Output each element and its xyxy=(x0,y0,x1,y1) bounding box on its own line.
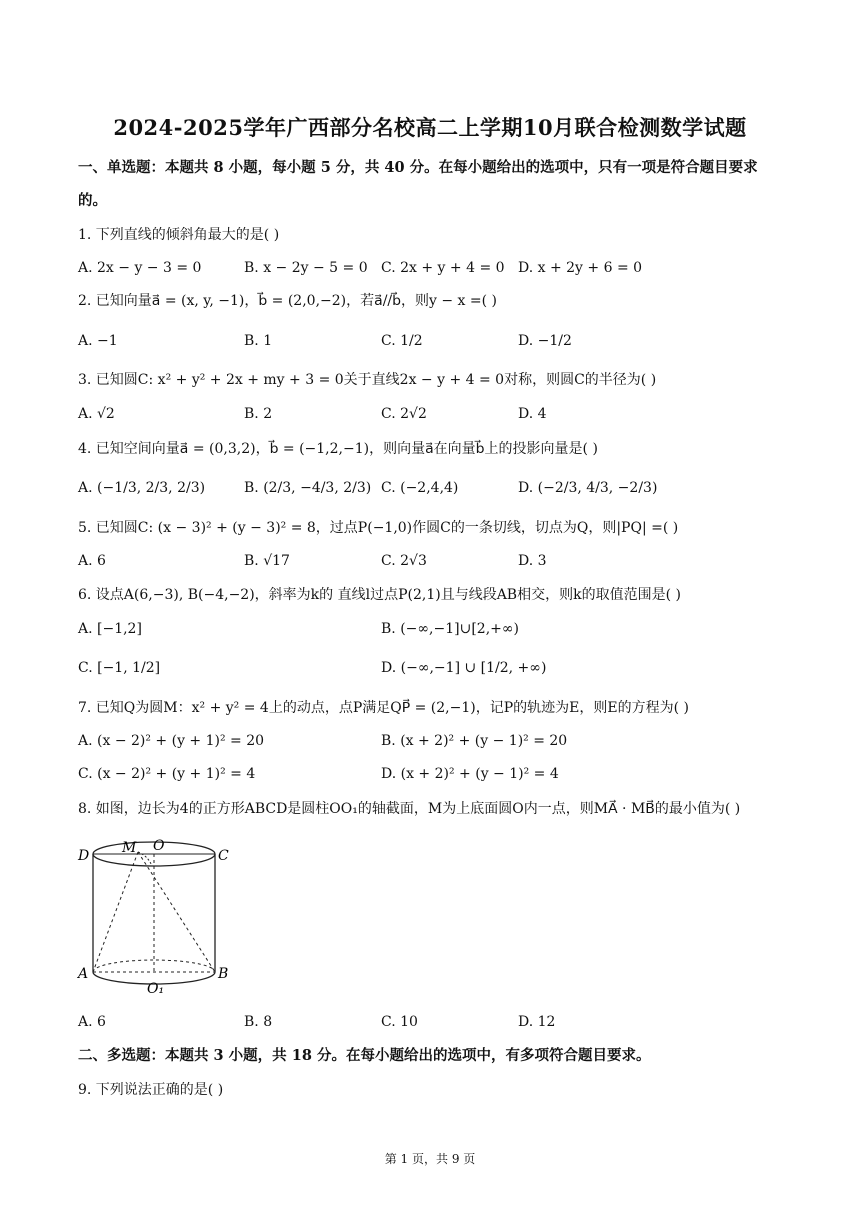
question-7-stem: 7. 已知Q为圆M：x² + y² = 4上的动点，点P满足QP⃗ = (2,−1)，记P的轨迹为E，则E的方程为( ) xyxy=(78,700,689,716)
question-8-option-a: A. 6 xyxy=(78,1014,106,1030)
label-m: M xyxy=(122,840,137,856)
question-4-option-a: A. (−1/3, 2/3, 2/3) xyxy=(78,480,206,496)
question-3-option-b: B. 2 xyxy=(244,406,273,422)
question-9-stem: 9. 下列说法正确的是( ) xyxy=(78,1082,224,1098)
question-7-option-d: D. (x + 2)² + (y − 1)² = 4 xyxy=(381,766,559,782)
question-2-option-a: A. −1 xyxy=(78,333,118,349)
question-5-option-c: C. 2√3 xyxy=(381,553,427,569)
question-8-option-d: D. 12 xyxy=(518,1014,556,1030)
question-3-stem: 3. 已知圆C: x² + y² + 2x + my + 3 = 0关于直线2x − y + 4 = 0对称，则圆C的半径为( ) xyxy=(78,372,657,388)
question-6-stem: 6. 设点A(6,−3), B(−4,−2)，斜率为k的 直线l过点P(2,1)且与线段AB相交，则k的取值范围是( ) xyxy=(78,587,681,603)
label-c: C xyxy=(218,848,229,864)
question-4-stem: 4. 已知空间向量a⃗ = (0,3,2)，b⃗ = (−1,2,−1)，则向量a⃗在向量b⃗上的投影向量是( ) xyxy=(78,441,598,457)
page-footer: 第 1 页，共 9 页 xyxy=(384,1152,476,1166)
section-2-heading: 二、多选题：本题共 3 小题，共 18 分。在每小题给出的选项中，有多项符合题目要求。 xyxy=(78,1047,651,1064)
question-4-option-b: B. (2/3, −4/3, 2/3) xyxy=(244,480,372,496)
page-title: 2024-2025学年广西部分名校高二上学期10月联合检测数学试题 xyxy=(113,115,747,140)
label-o1: O₁ xyxy=(147,981,165,997)
question-6-option-c: C. [−1, 1/2] xyxy=(78,660,161,676)
question-7-option-a: A. (x − 2)² + (y + 1)² = 20 xyxy=(78,733,265,749)
question-1-stem: 1. 下列直线的倾斜角最大的是( ) xyxy=(78,227,280,243)
question-5-option-b: B. √17 xyxy=(244,553,290,569)
section-1-heading: 一、单选题：本题共 8 小题，每小题 5 分，共 40 分。在每小题给出的选项中，只有一项是符合题目要求 xyxy=(78,159,758,176)
section-1-heading-cont: 的。 xyxy=(78,192,107,209)
question-6-option-b: B. (−∞,−1]∪[2,+∞) xyxy=(381,621,519,637)
label-d: D xyxy=(78,848,90,864)
question-4-option-d: D. (−2/3, 4/3, −2/3) xyxy=(518,480,658,496)
question-1-option-b: B. x − 2y − 5 = 0 xyxy=(244,260,368,276)
question-5-option-d: D. 3 xyxy=(518,553,547,569)
question-2-option-d: D. −1/2 xyxy=(518,333,572,349)
question-8-option-b: B. 8 xyxy=(244,1014,273,1030)
question-6-option-d: D. (−∞,−1] ∪ [1/2, +∞) xyxy=(381,660,547,676)
question-6-option-a: A. [−1,2] xyxy=(78,621,142,637)
question-3-option-c: C. 2√2 xyxy=(381,406,427,422)
label-b: B xyxy=(218,966,229,982)
question-5-stem: 5. 已知圆C: (x − 3)² + (y − 3)² = 8，过点P(−1,0)作圆C的一条切线，切点为Q，则|PQ| =( ) xyxy=(78,520,679,536)
question-8-option-c: C. 10 xyxy=(381,1014,418,1030)
question-3-option-a: A. √2 xyxy=(78,406,115,422)
question-8-stem: 8. 如图，边长为4的正方形ABCD是圆柱OO₁的轴截面，M为上底面圆O内一点，则MA⃗ · MB⃗的最小值为( ) xyxy=(78,801,741,817)
label-o: O xyxy=(153,838,165,854)
question-1-option-d: D. x + 2y + 6 = 0 xyxy=(518,260,643,276)
question-2-stem: 2. 已知向量a⃗ = (x, y, −1)，b⃗ = (2,0,−2)，若a⃗//b⃗，则y − x =( ) xyxy=(78,293,498,309)
label-a: A xyxy=(78,966,89,982)
question-2-option-c: C. 1/2 xyxy=(381,333,423,349)
question-3-option-d: D. 4 xyxy=(518,406,547,422)
question-7-option-b: B. (x + 2)² + (y − 1)² = 20 xyxy=(381,733,568,749)
question-1-option-c: C. 2x + y + 4 = 0 xyxy=(381,260,505,276)
question-2-option-b: B. 1 xyxy=(244,333,273,349)
question-1-option-a: A. 2x − y − 3 = 0 xyxy=(78,260,202,276)
question-7-option-c: C. (x − 2)² + (y + 1)² = 4 xyxy=(78,766,256,782)
question-4-option-c: C. (−2,4,4) xyxy=(381,480,459,496)
question-5-option-a: A. 6 xyxy=(78,553,106,569)
cylinder-figure xyxy=(72,834,242,999)
